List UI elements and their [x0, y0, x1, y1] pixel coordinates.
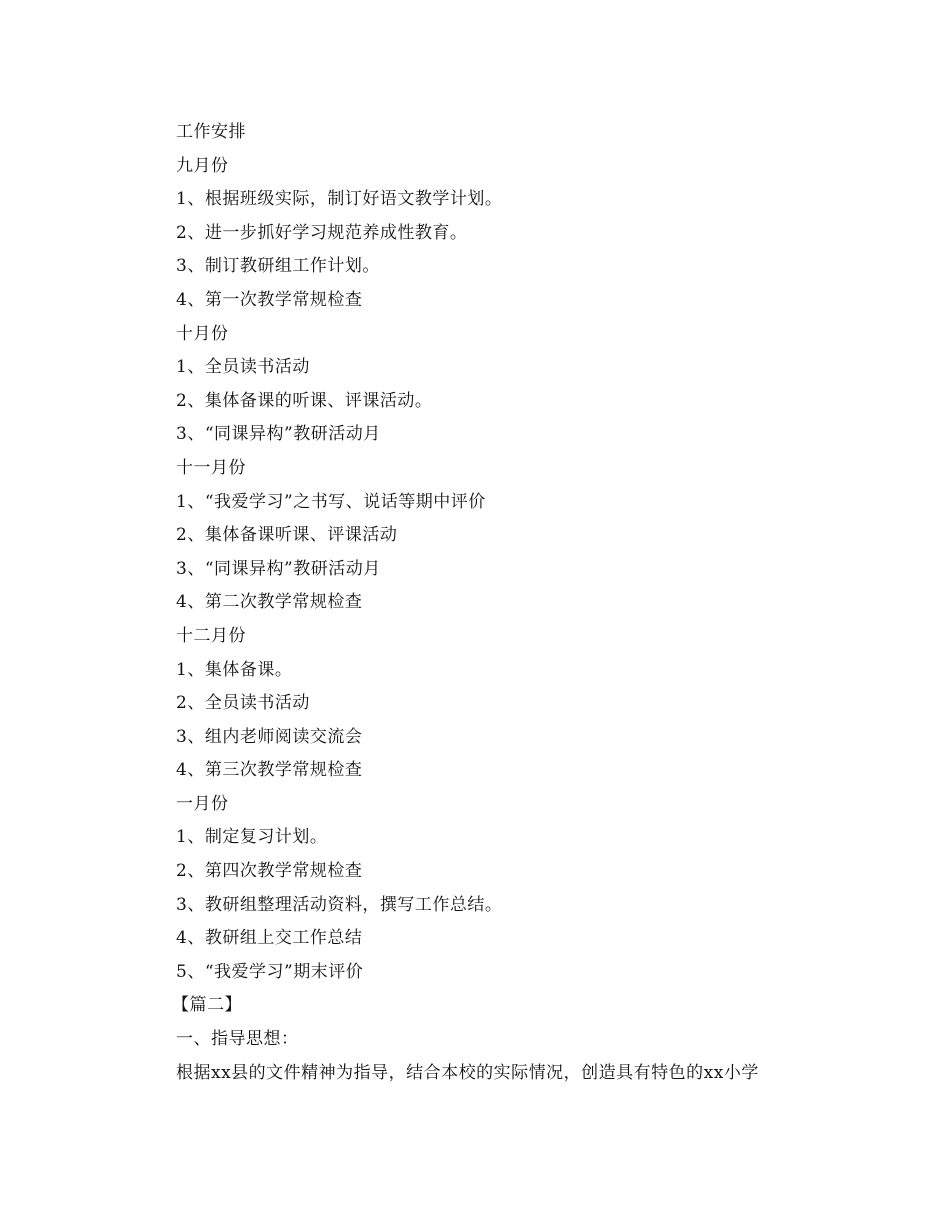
list-item: 2、第四次教学常规检查	[176, 861, 363, 882]
month-heading-january: 一月份	[176, 793, 229, 814]
list-item: 2、集体备课的听课、评课活动。	[176, 390, 433, 411]
list-item: 3、教研组整理活动资料，撰写工作总结。	[176, 894, 503, 915]
list-item: 4、第三次教学常规检查	[176, 760, 363, 781]
list-item: 3、“同课异构”教研活动月	[176, 424, 381, 445]
paragraph-text: 根据xx县的文件精神为指导，结合本校的实际情况，创造具有特色的xx小学	[176, 1062, 759, 1083]
document-body	[172, 116, 836, 1090]
list-item: 4、第二次教学常规检查	[176, 592, 363, 613]
list-item: 1、根据班级实际，制订好语文教学计划。	[176, 189, 503, 210]
list-item: 5、“我爱学习”期末评价	[176, 961, 364, 982]
list-item: 3、“同课异构”教研活动月	[176, 558, 381, 579]
list-item: 4、教研组上交工作总结	[176, 928, 363, 949]
month-heading-december: 十二月份	[176, 625, 246, 646]
subheading-guiding-ideology: 一、指导思想：	[176, 1029, 299, 1050]
list-item: 1、全员读书活动	[176, 357, 310, 378]
section-marker-part-two: 【篇二】	[172, 995, 242, 1016]
list-item: 4、第一次教学常规检查	[176, 289, 363, 310]
list-item: 1、“我爱学习”之书写、说话等期中评价	[176, 491, 486, 512]
month-heading-november: 十一月份	[176, 457, 246, 478]
list-item: 1、制定复习计划。	[176, 827, 328, 848]
list-item: 3、组内老师阅读交流会	[176, 726, 363, 747]
list-item: 1、集体备课。	[176, 659, 293, 680]
list-item: 3、制订教研组工作计划。	[176, 256, 380, 277]
month-heading-september: 九月份	[176, 155, 229, 176]
list-item: 2、集体备课听课、评课活动	[176, 525, 398, 546]
list-item: 2、进一步抓好学习规范养成性教育。	[176, 222, 468, 243]
month-heading-october: 十月份	[176, 323, 229, 344]
list-item: 2、全员读书活动	[176, 693, 310, 714]
section-heading-work-arrangement: 工作安排	[176, 122, 246, 142]
